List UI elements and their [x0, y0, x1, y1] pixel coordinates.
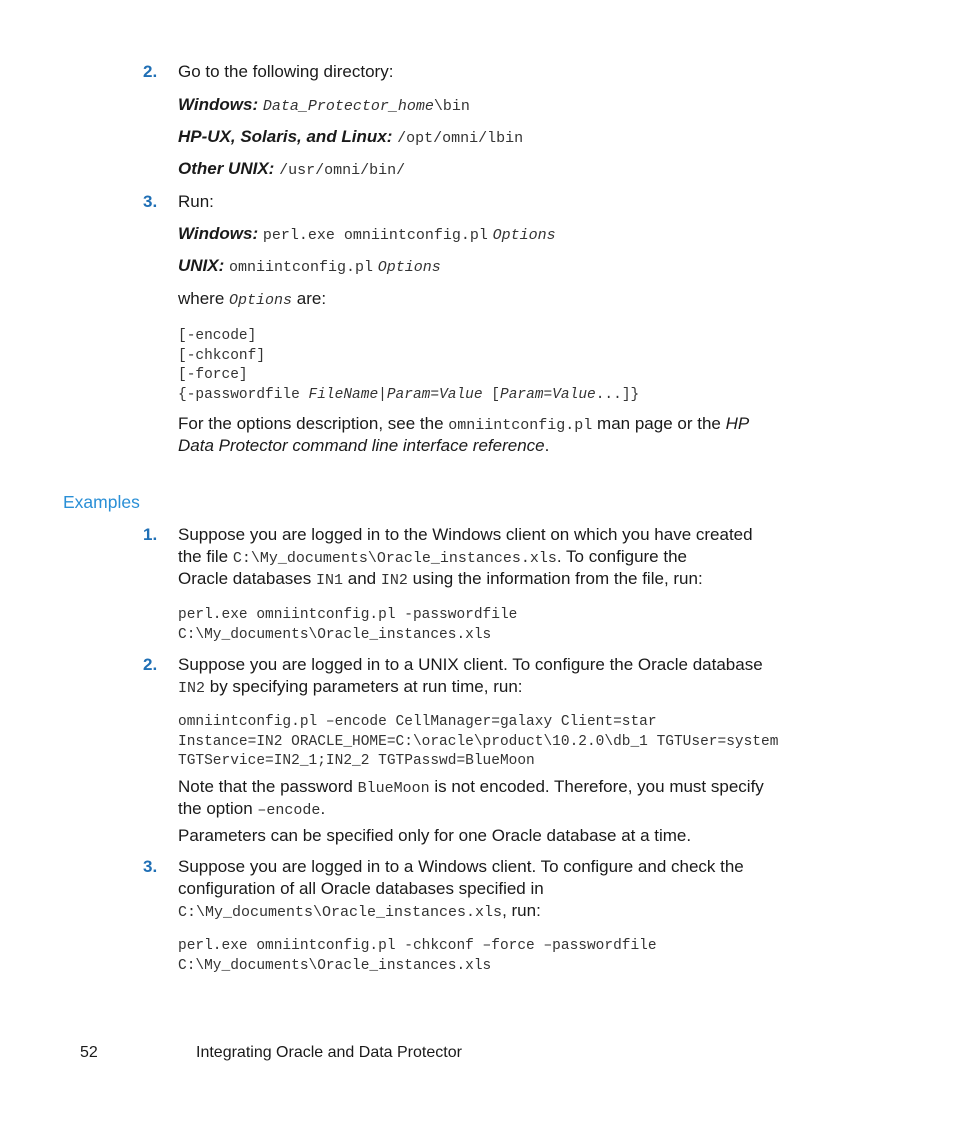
ex2-code-block: omniintconfig.pl –encode CellManager=galaxy Client=star Instance=IN2 ORACLE_HOME=C:\oracle\product\10.2.0\db_1 TGTUser=system TGTService=IN2_1;IN2_2 TGTPasswd=BlueMoon [178, 714, 779, 769]
step2-hpux-line [178, 126, 523, 150]
ex2-line1: Suppose you are logged in to a UNIX client. To configure the Oracle database [178, 655, 763, 674]
opt-passwordfile: {-passwordfile FileName|Param=Value [Param=Value...]} [178, 386, 640, 403]
encode-option: –encode [257, 802, 321, 819]
desc-hp: HP [725, 414, 750, 433]
desc-mid: man page or the [597, 414, 721, 433]
desc-reference: Data Protector command line interface reference [178, 436, 545, 455]
where-are: are: [296, 289, 327, 308]
step-number-2: 2. [143, 62, 158, 81]
ex1-line2: the file C:\My_documents\Oracle_instances.xls. To configure the [178, 547, 687, 567]
hpux-label: HP-UX, Solaris, and Linux: [178, 127, 393, 146]
ex3-line1: Suppose you are logged in to a Windows client. To configure and check the [178, 857, 744, 876]
where-text: where [178, 289, 225, 308]
page-number: 52 [80, 1044, 98, 1061]
where-options-line [178, 288, 326, 312]
ex3-line3: C:\My_documents\Oracle_instances.xls, run: [178, 901, 541, 921]
password-value: BlueMoon [357, 780, 430, 797]
example-number-2: 2. [143, 655, 158, 674]
file-path: C:\My_documents\Oracle_instances.xls [232, 550, 557, 567]
step3-text: Run: [178, 192, 214, 211]
examples-heading: Examples [63, 492, 140, 512]
desc-code: omniintconfig.pl [448, 417, 593, 434]
windows-options: Options [492, 227, 556, 244]
ex3-code-block: perl.exe omniintconfig.pl -chkconf –force –passwordfile C:\My_documents\Oracle_instances.xls [178, 938, 657, 974]
ex1-line1: Suppose you are logged in to the Windows client on which you have created [178, 525, 753, 544]
step2-other-line [178, 158, 405, 182]
options-code-block [178, 327, 639, 405]
file-path: C:\My_documents\Oracle_instances.xls [178, 904, 503, 921]
step2-windows-line [178, 94, 470, 118]
unix-label: UNIX: [178, 256, 225, 275]
step2-text: Go to the following directory: [178, 62, 394, 81]
windows-cmd: perl.exe omniintconfig.pl [262, 227, 488, 244]
hpux-path: /opt/omni/lbin [397, 130, 524, 147]
ex2-para: Parameters can be specified only for one Oracle database at a time. [178, 826, 692, 845]
db-in1: IN1 [315, 572, 343, 589]
step-number-3: 3. [143, 192, 158, 211]
unix-options: Options [377, 259, 441, 276]
step3-windows-line [178, 223, 556, 247]
unix-cmd: omniintconfig.pl [229, 259, 374, 276]
ex2-note-line2: the option –encode. [178, 799, 326, 819]
other-unix-path: /usr/omni/bin/ [279, 162, 406, 179]
windows-label: Windows: [178, 224, 259, 243]
ex2-note-line1: Note that the password BlueMoon is not encoded. Therefore, you must specify [178, 777, 764, 797]
step3-unix-line [178, 255, 441, 279]
opt-chkconf: [-chkconf] [178, 347, 266, 364]
example-number-1: 1. [143, 525, 158, 544]
options-description-line2: Data Protector command line interface reference. [178, 436, 550, 455]
db-in2: IN2 [178, 680, 206, 697]
where-options: Options [229, 292, 293, 309]
windows-label: Windows: [178, 95, 259, 114]
options-description-line1 [178, 413, 749, 437]
windows-path-rest: \bin [433, 98, 470, 115]
opt-encode: [-encode] [178, 328, 257, 344]
example-number-3: 3. [143, 857, 158, 876]
ex3-line2: configuration of all Oracle databases specified in [178, 879, 544, 898]
ex2-line2: IN2 by specifying parameters at run time, run: [178, 677, 523, 697]
ex1-line3: Oracle databases IN1 and IN2 using the information from the file, run: [178, 569, 703, 589]
windows-path-var: Data_Protector_home [262, 98, 434, 115]
other-unix-label: Other UNIX: [178, 159, 275, 178]
opt-force: [-force] [178, 367, 248, 383]
ex1-code-block: perl.exe omniintconfig.pl -passwordfile C:\My_documents\Oracle_instances.xls [178, 607, 518, 643]
footer-title: Integrating Oracle and Data Protector [196, 1044, 462, 1061]
desc-pre: For the options description, see the [178, 414, 444, 433]
db-in2: IN2 [380, 572, 408, 589]
